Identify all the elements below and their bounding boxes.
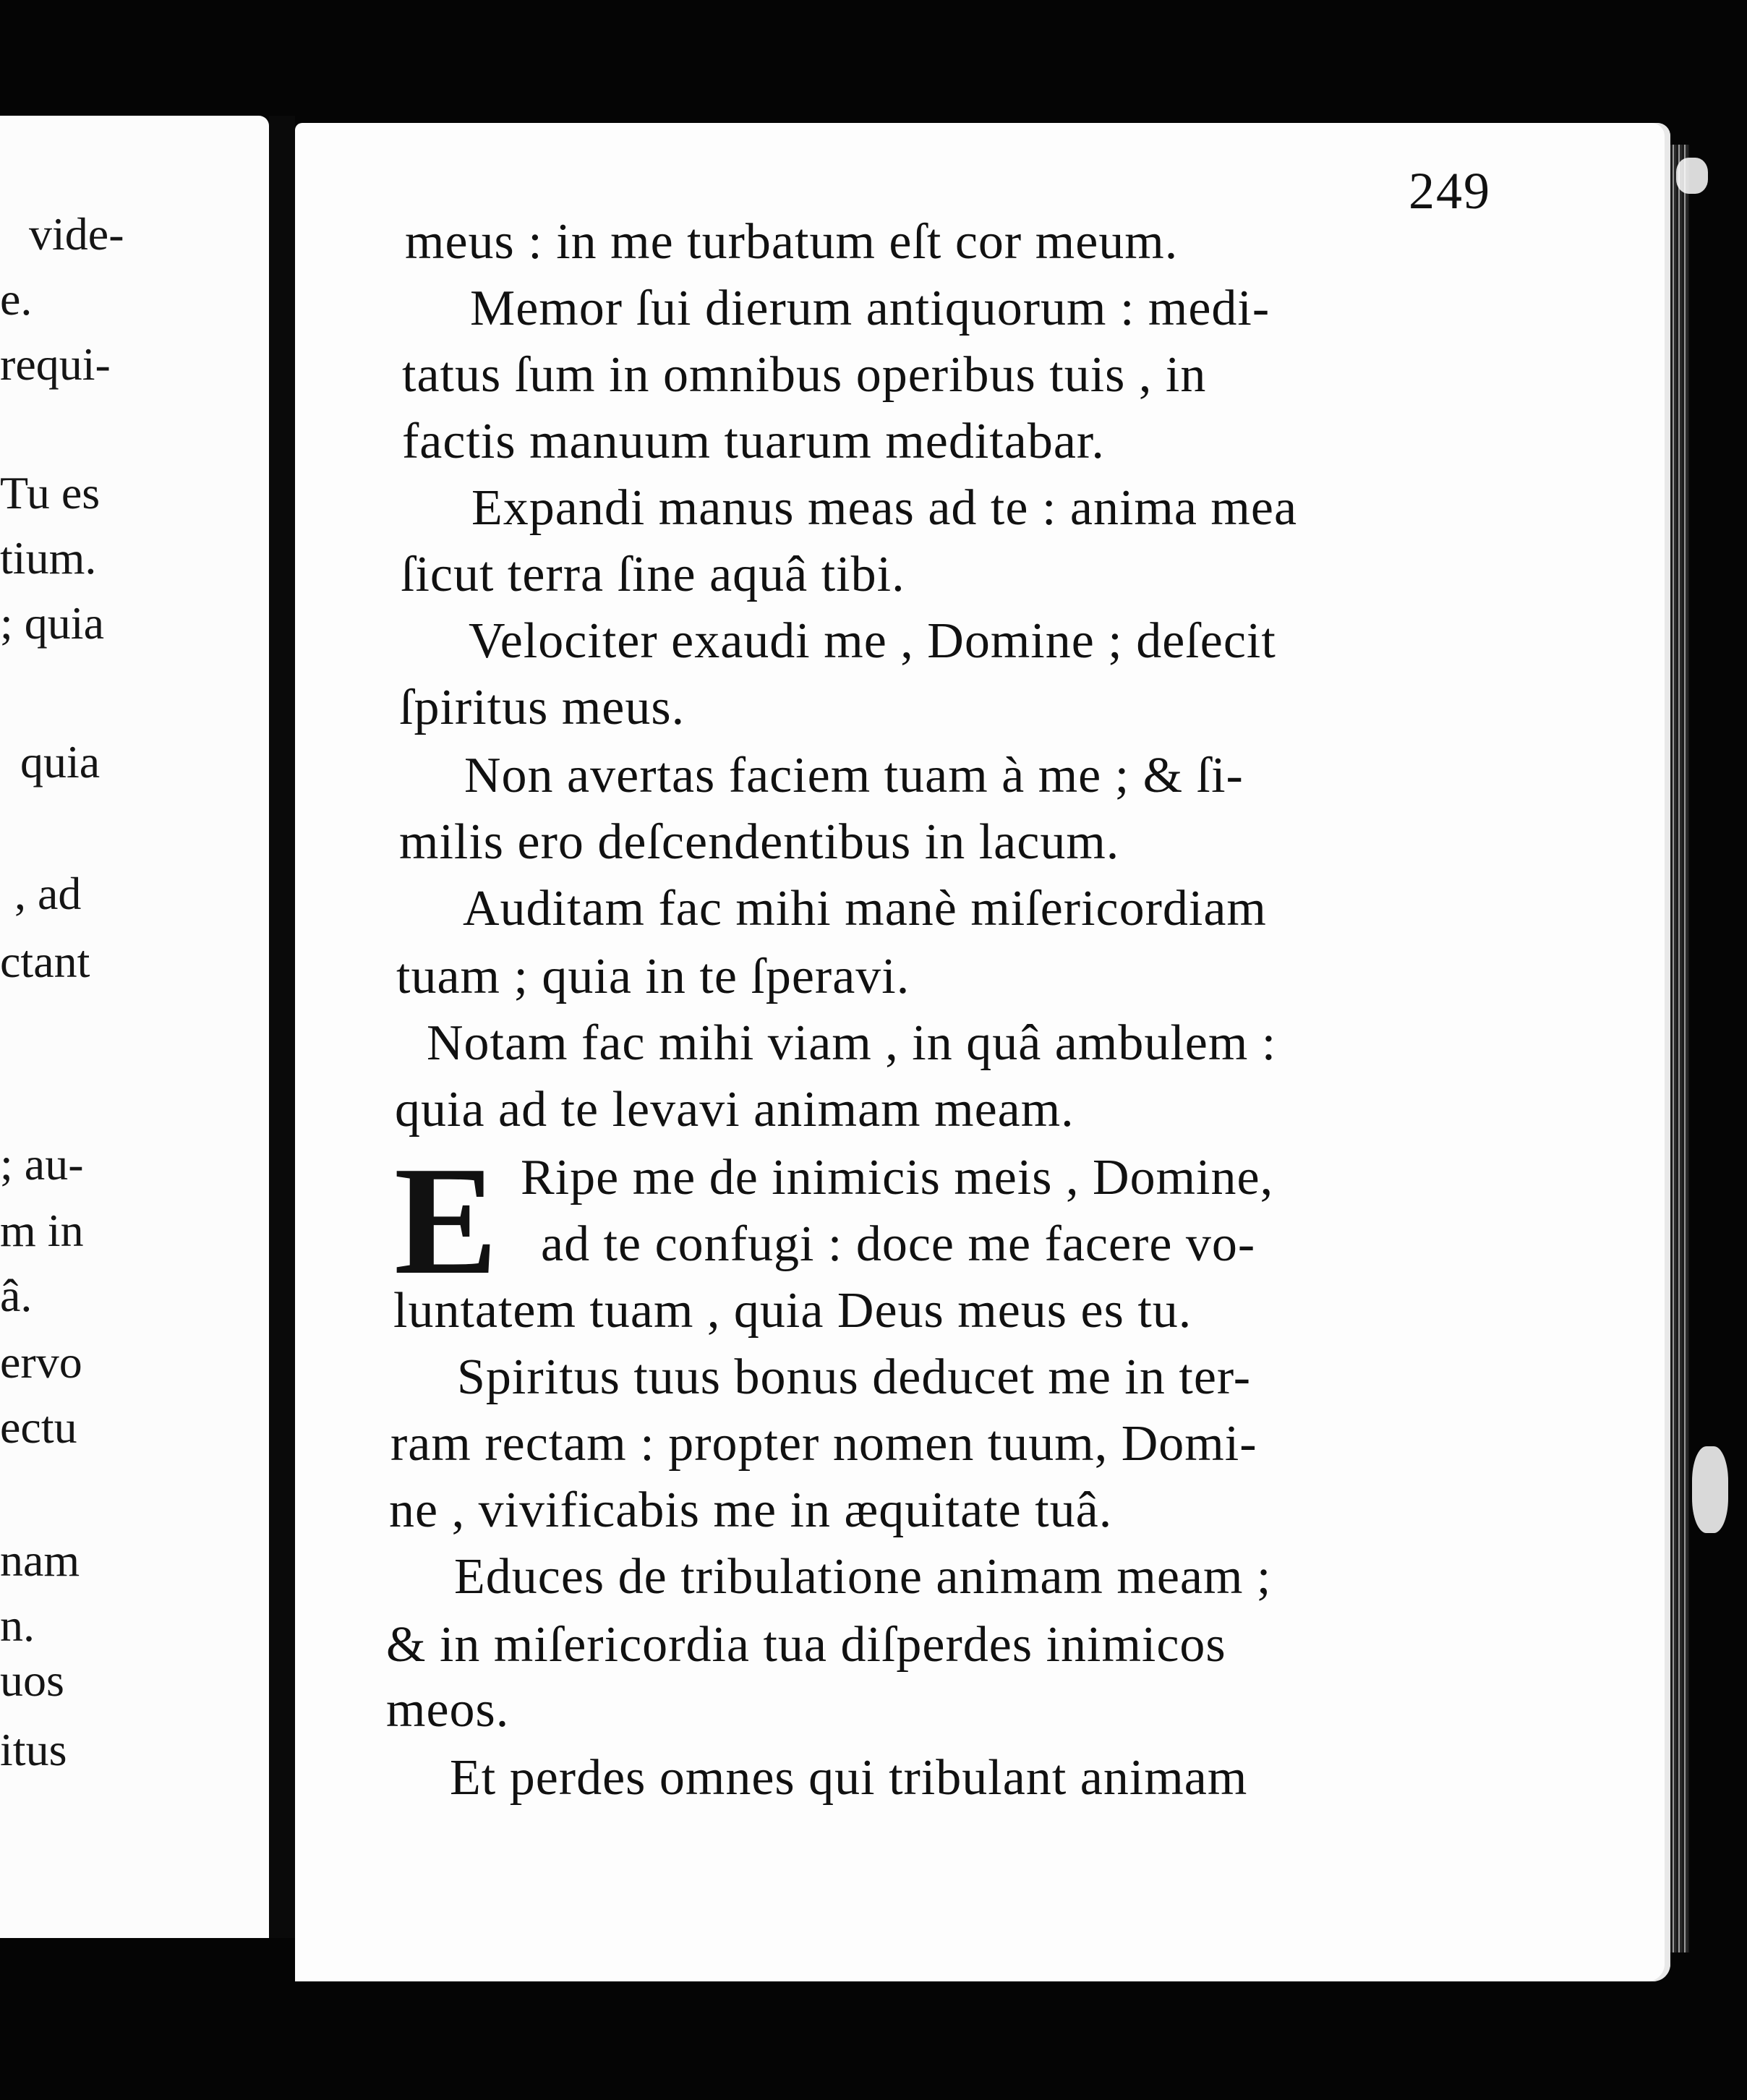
- page-number: 249: [1409, 162, 1491, 220]
- text-line: tatus ſum in omnibus operibus tuis , in: [402, 347, 1207, 403]
- left-fragment: , ad: [14, 868, 82, 919]
- left-fragment: e.: [0, 273, 33, 325]
- left-fragment: ; quia: [0, 597, 104, 649]
- left-fragment: vide-: [29, 208, 124, 260]
- text-line: Educes de tribulatione animam meam ;: [454, 1549, 1272, 1605]
- text-line: Memor ſui dierum antiquorum : medi-: [470, 281, 1270, 336]
- left-fragment: ervo: [0, 1336, 82, 1388]
- left-fragment: quia: [20, 736, 101, 788]
- text-line: Non avertas faciem tuam à me ; & ſi-: [464, 748, 1244, 803]
- text-line: ne , vivificabis me in æquitate tuâ.: [389, 1482, 1113, 1538]
- text-line: Spiritus tuus bonus deducet me in ter-: [457, 1349, 1252, 1405]
- left-fragment: n.: [0, 1600, 35, 1651]
- text-line: ad te confugi : doce me facere vo-: [541, 1216, 1256, 1272]
- text-line: factis manuum tuarum meditabar.: [402, 414, 1105, 469]
- left-fragment: ctant: [0, 936, 90, 987]
- text-line: ram rectam : propter nomen tuum, Domi-: [390, 1416, 1257, 1472]
- left-fragment: tium.: [0, 532, 97, 584]
- left-fragment: ectu: [0, 1401, 77, 1453]
- text-line: quia ad te levavi animam meam.: [395, 1082, 1075, 1138]
- text-line: Velociter exaudi me , Domine ; deſecit: [469, 613, 1276, 669]
- text-line: meus : in me turbatum eſt cor meum.: [405, 214, 1179, 270]
- left-fragment: itus: [0, 1724, 67, 1775]
- text-line: ſpiritus meus.: [399, 680, 685, 735]
- text-line: milis ero deſcendentibus in lacum.: [399, 814, 1120, 870]
- text-line: Expandi manus meas ad te : anima mea: [471, 480, 1298, 536]
- text-line: Auditam fac mihi manè miſericordiam: [463, 881, 1267, 936]
- page-edge: [1670, 145, 1689, 1952]
- text-line: tuam ; quia in te ſperavi.: [396, 949, 910, 1004]
- text-line: Et perdes omnes qui tribulant animam: [450, 1750, 1248, 1806]
- text-line: Ripe me de inimicis meis , Domine,: [521, 1150, 1274, 1205]
- book-gutter: [269, 116, 295, 1938]
- text-line: meos.: [386, 1682, 510, 1738]
- left-fragment: uos: [0, 1655, 64, 1706]
- left-fragment: ; au-: [0, 1138, 84, 1190]
- text-line: luntatem tuam , quia Deus meus es tu.: [393, 1283, 1192, 1339]
- text-line: ſicut terra ſine aquâ tibi.: [401, 547, 905, 602]
- scan-artifact: [1676, 158, 1708, 194]
- left-fragment: â.: [0, 1270, 33, 1321]
- text-line: & in miſericordia tua diſperdes inimicos: [386, 1617, 1226, 1673]
- left-page: [0, 116, 269, 1938]
- left-fragment: m in: [0, 1205, 84, 1256]
- left-fragment: nam: [0, 1535, 80, 1586]
- drop-cap: E: [394, 1134, 498, 1307]
- left-fragment: requi-: [0, 338, 111, 390]
- text-line: Notam fac mihi viam , in quâ ambulem :: [427, 1015, 1277, 1071]
- left-fragment: Tu es: [0, 467, 101, 518]
- scan-artifact: [1692, 1446, 1728, 1533]
